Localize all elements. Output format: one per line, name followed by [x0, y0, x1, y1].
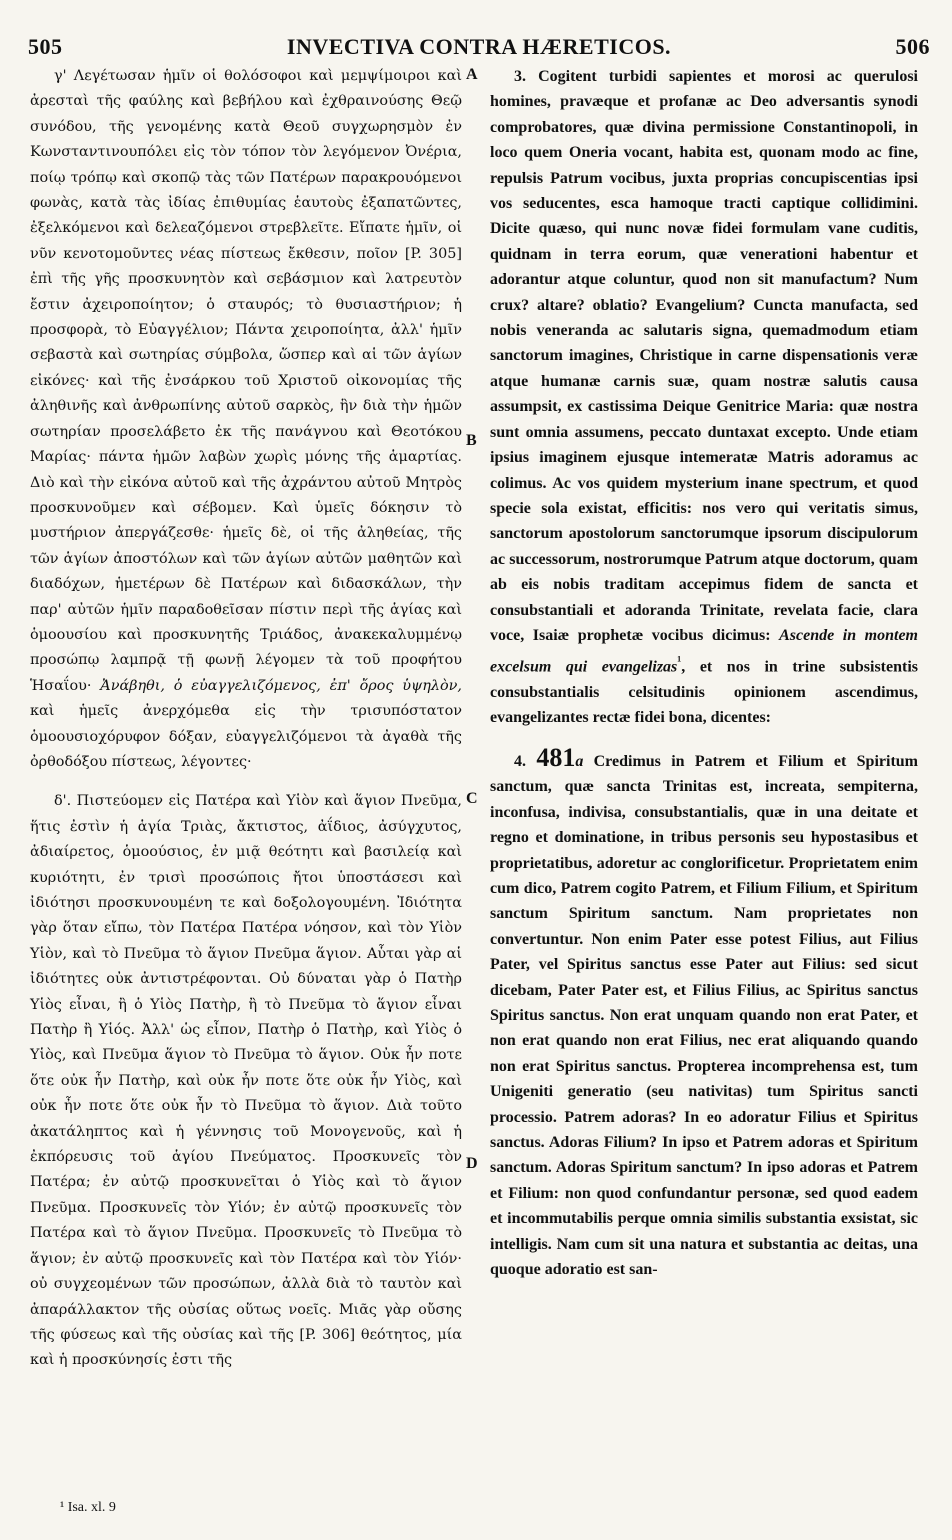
greek-paragraph-3: γ' Λεγέτωσαν ἡμῖν οἱ θολόσοφοι καὶ μεμψίμοιροι καὶ ἀρεσταὶ τῆς φαύλης καὶ βεβήλου καὶ ἐχθραινούσης Θεῷ συνόδου, τῆς γενομένης κατὰ Θεοῦ συγχωρησμὸν ἐν Κωνσταντινουπόλει εἰς τὸν τόπον τὸν λεγόμενον Ὀνέρια, ποίῳ τρόπῳ καὶ σκοπῷ τὰς τῶν Πατέρων παρακρουόμενοι φωνὰς, κατὰ τὰς ἰδίας ἐπιθυμίας ἑαυτοὺς ἐξαπατῶντες, ἐξελκόμενοι καὶ δελεαζόμενοι στρεβλεῖτε. Εἴπατε ἡμῖν, οἱ νῦν κενοτομοῦντες νέας πίστεως ἔκθεσιν, ποῖον [P. 305] ἐπὶ τῆς γῆς προσκυνητὸν καὶ σεβάσμιον καὶ λατρευτὸν ἔστιν ἀχειροποίητον; ὁ σταυρός; τὸ θυσιαστήριον; ἡ προσφορὰ, τὸ Εὐαγγέλιον; Πάντα χειροποίητα, ἀλλ' ἡμῖν σεβαστὰ καὶ σωτηρίας σύμβολα, ὥσπερ καὶ αἱ τῶν ἁγίων εἰκόνες· καὶ τῆς ἐνσάρκου τοῦ Χριστοῦ οἰκονομίας τῆς ἀληθινῆς καὶ ἀνθρωπίνης αὐτοῦ σαρκὸς, ἣν διὰ τὴν ἡμῶν σωτηρίαν προσελάβετο ἐκ τῆς πανάγνου καὶ Θεοτόκου Μαρίας· πάντα ἡμῶν λαβὼν χωρὶς μόνης τῆς ἁμαρτίας. Διὸ καὶ τὴν εἰκόνα αὐτοῦ καὶ τῆς ἀχράντου αὐτοῦ Μητρὸς προσκυνοῦμεν καὶ σέβομεν. Καὶ ὑμεῖς δόκησιν τὸ μυστήριον ἀπεργάζεσθε· ἡμεῖς δὲ, οἱ τῆς ἀληθείας, τῆς τῶν ἁγίων ἀποστόλων καὶ τῶν ἁγίων αὐτῶν μαθητῶν καὶ διαδόχων, ἡμετέρων δὲ Πατέρων καὶ διδασκάλων, τὴν παρ' αὐτῶν ἡμῖν παραδοθεῖσαν πίστιν περὶ τῆς ἁγίας καὶ ὁμοουσίου καὶ προσκυνητῆς Τριάδος, ἀνακεκαλυμμένῳ προσώπῳ λαμπρᾷ τῇ φωνῇ λέγομεν τὰ τοῦ προφήτου Ἡσαΐου· Ἀνάβηθι, ὁ εὐαγγελιζόμενος, ἐπ' ὄρος ὑψηλὸν, καὶ ἡμεῖς ἀνερχόμεθα εἰς τὴν τρισυπόστατον ὁμοουσιοχόρυφον δόξαν, εὐαγγελιζόμενοι τὰ ἀγαθὰ τῆς ὀρθοδόξου πίστεως, λέγοντες·	[30, 68, 463, 770]
page-number-right: 506	[895, 34, 930, 59]
greek-column	[30, 64, 462, 1374]
footnote: ¹ Isa. xl. 9	[60, 1500, 116, 1515]
column-number: 481	[536, 742, 576, 772]
latin-paragraph-3: 3. Cogitent turbidi sapientes et morosi ac querulosi homines, pravæque et profanæ ac Deo adversantis synodi comprobatores, quæ divina permissione Constantinopoli, in loco quem Oneria vocant, habita est, quonam modo ac fine, repulsis Patrum vocibus, juxta proprias concupiscentias ipsi vos seducentes, esca hamoque tracti captique collidimini. Dicite quæso, qui nunc novæ fidei formulam vane cuditis, quidnam in terra eorum, quæ venerationi habentur et adorantur atque coluntur, quod non sit manufactum? Num crux? altare? oblatio? Evangelium? Cuncta manufacta, sed nobis veneranda ac salutaris signa, quemadmodum etiam sanctorum imagines, Christique in carne dispensationis veræ atque humanæ carnis suæ, quam nostræ salutis causa assumpsit, ex castissima Deique Genitrice Maria: quæ nostra sunt omnia assumens, peccato duntaxat excepto. Unde etiam ipsius imaginem ejusque intemeratæ Matris adoramus ac colimus. Ac vos quidem mysterium inane spectrum, et quod specie sola existat, efficitis: nos vero qui veritatis simus, sanctorum apostolorum sanctorumque ipsorum discipulorum ac successorum, nostrorumque Patrum atque doctorum, quam ab eis nobis traditam accepimus fidem de sancta et consubstantiali et adoranda Trinitate, revelata facie, clara voce, Isaiæ prophetæ vocibus dicimus: Ascende in montem excelsum qui evangelizas$^{^1}$, et nos in trine subsistentis consubstantialis celsitudinis opinionem ascendimus, evangelizantes rectæ fidei bona, dicentes:	[490, 68, 918, 727]
page-header	[28, 34, 930, 62]
footnote-ref: ¹	[677, 653, 682, 669]
greek-paragraph-4: δ'. Πιστεύομεν εἰς Πατέρα καὶ Υἱὸν καὶ ἅγιον Πνεῦμα, ἥτις ἐστὶν ἡ ἁγία Τριὰς, ἄκτιστος, ἀΐδιος, ἀσύγχυτος, ἀδιαίρετος, ὁμοούσιος, ἐν μιᾷ θεότητι καὶ βασιλείᾳ καὶ κυριότητι, ἐν τρισὶ προσώποις ἤτοι ὑποστάσεσι καὶ ἰδιότησι προσκυνουμένη τε καὶ δοξολογουμένη. Ἰδιότητα γὰρ ὅταν εἴπω, τὸν Πατέρα Πατέρα νόησον, καὶ τὸν Υἱὸν Υἱὸν, καὶ τὸ Πνεῦμα τὸ ἅγιον Πνεῦμα ἅγιον. Αὗται γὰρ αἱ ἰδιότητες οὐκ ἀντιστρέφονται. Οὐ δύναται γὰρ ὁ Πατὴρ Υἱὸς εἶναι, ἢ ὁ Υἱὸς Πατὴρ, ἢ τὸ Πνεῦμα τὸ ἅγιον εἶναι Πατὴρ ἢ Υἱός. Ἀλλ' ὡς εἶπον, Πατὴρ ὁ Πατὴρ, καὶ Υἱὸς ὁ Υἱὸς, καὶ Πνεῦμα ἅγιον τὸ Πνεῦμα τὸ ἅγιον. Οὐκ ἦν ποτε ὅτε οὐκ ἦν Πατὴρ, καὶ οὐκ ἦν ποτε ὅτε οὐκ ἦν Υἱὸς, καὶ οὐκ ἦν ποτε ὅτε οὐκ ἦν τὸ Πνεῦμα τὸ ἅγιον. Διὰ τοῦτο ἀκατάληπτος καὶ ἡ γέννησις τοῦ Μονογενοῦς, καὶ ἡ ἐκπόρευσις τοῦ ἁγίου Πνεύματος. Προσκυνεῖς τὸν Πατέρα; ἐν αὐτῷ προσκυνεῖται ὁ Υἱὸς καὶ τὸ ἅγιον Πνεῦμα. Προσκυνεῖς τὸν Υἱόν; ἐν αὐτῷ προσκυνεῖς τὸν Πατέρα καὶ τὸ ἅγιον Πνεῦμα. Προσκυνεῖς τὸ Πνεῦμα τὸ ἅγιον; ἐν αὐτῷ προσκυνεῖς καὶ τὸν Πατέρα καὶ τὸν Υἱόν· οὐ συγχεομένων τῶν προσώπων, ἀλλὰ διὰ τὸ ταυτὸν καὶ ἀπαράλλακτον τῆς οὐσίας οὕτως νοεῖς. Μιᾶς γὰρ οὔσης τῆς φύσεως καὶ τῆς οὐσίας καὶ τῆς [P. 306] θεότητος, μία καὶ ἡ προσκύνησίς ἐστι τῆς	[30, 793, 462, 1369]
latin-paragraph-4: 4. 481a Credimus in Patrem et Filium et Spiritum sanctum, quæ sancta Trinitas est, increata, sempiterna, inconfusa, indivisa, consubstantialis, quæ in una deitate et regno et dominatione, in tribus personis seu hypostasibus et proprietatibus, adoretur ac conglorificetur. Proprietatem enim cum dico, Patrem cogito Patrem, et Filium Filium, et Spiritum sanctum Spiritum sanctum. Nam proprietates non convertuntur. Non enim Pater esse potest Filius, aut Filius Pater, vel Spiritus sanctus esse Pater aut Filius: sed sicut dicebam, Pater Pater est, et Filius Filius, ac Spiritus sanctus Spiritus sanctus. Non erat unquam quando non erat Pater, et non erat quando non erat Filius, nec erat aliquando quando non erat Spiritus sanctus. Propterea incomprehensa est, tum Unigeniti generatio (seu nativitas) tum Spiritus sancti processio. Patrem adoras? In eo adoratur Filius et Spiritus sanctus. Adoras Filium? In ipso et Patrem adoras et Spiritum sanctum. Adoras Spiritum sanctum? In ipso adoras et Patrem et Filium: non quod confundantur personæ, sed quod eadem et incommutabilis perque omnia similis substantia exsistat, sic intelligis. Nam cum sit una natura et substantia ac deitas, una quoque adoratio est san-	[490, 742, 918, 1279]
running-title: INVECTIVA CONTRA HÆRETICOS.	[286, 34, 672, 59]
page-number-left: 505	[28, 34, 63, 59]
greek-isaiah-quote: Ἀνάβηθι, ὁ εὐαγγελιζόμενος, ἐπ' ὄρος ὑψηλὸν,	[100, 677, 463, 694]
latin-column	[490, 64, 918, 1282]
margin-marker-b: B	[466, 432, 477, 449]
latin-isaiah-quote: Ascende in montem excelsum qui evangelizas	[490, 626, 918, 676]
margin-marker-d: D	[466, 1155, 478, 1172]
margin-marker-a: A	[466, 66, 478, 83]
margin-marker-c: C	[466, 790, 478, 807]
